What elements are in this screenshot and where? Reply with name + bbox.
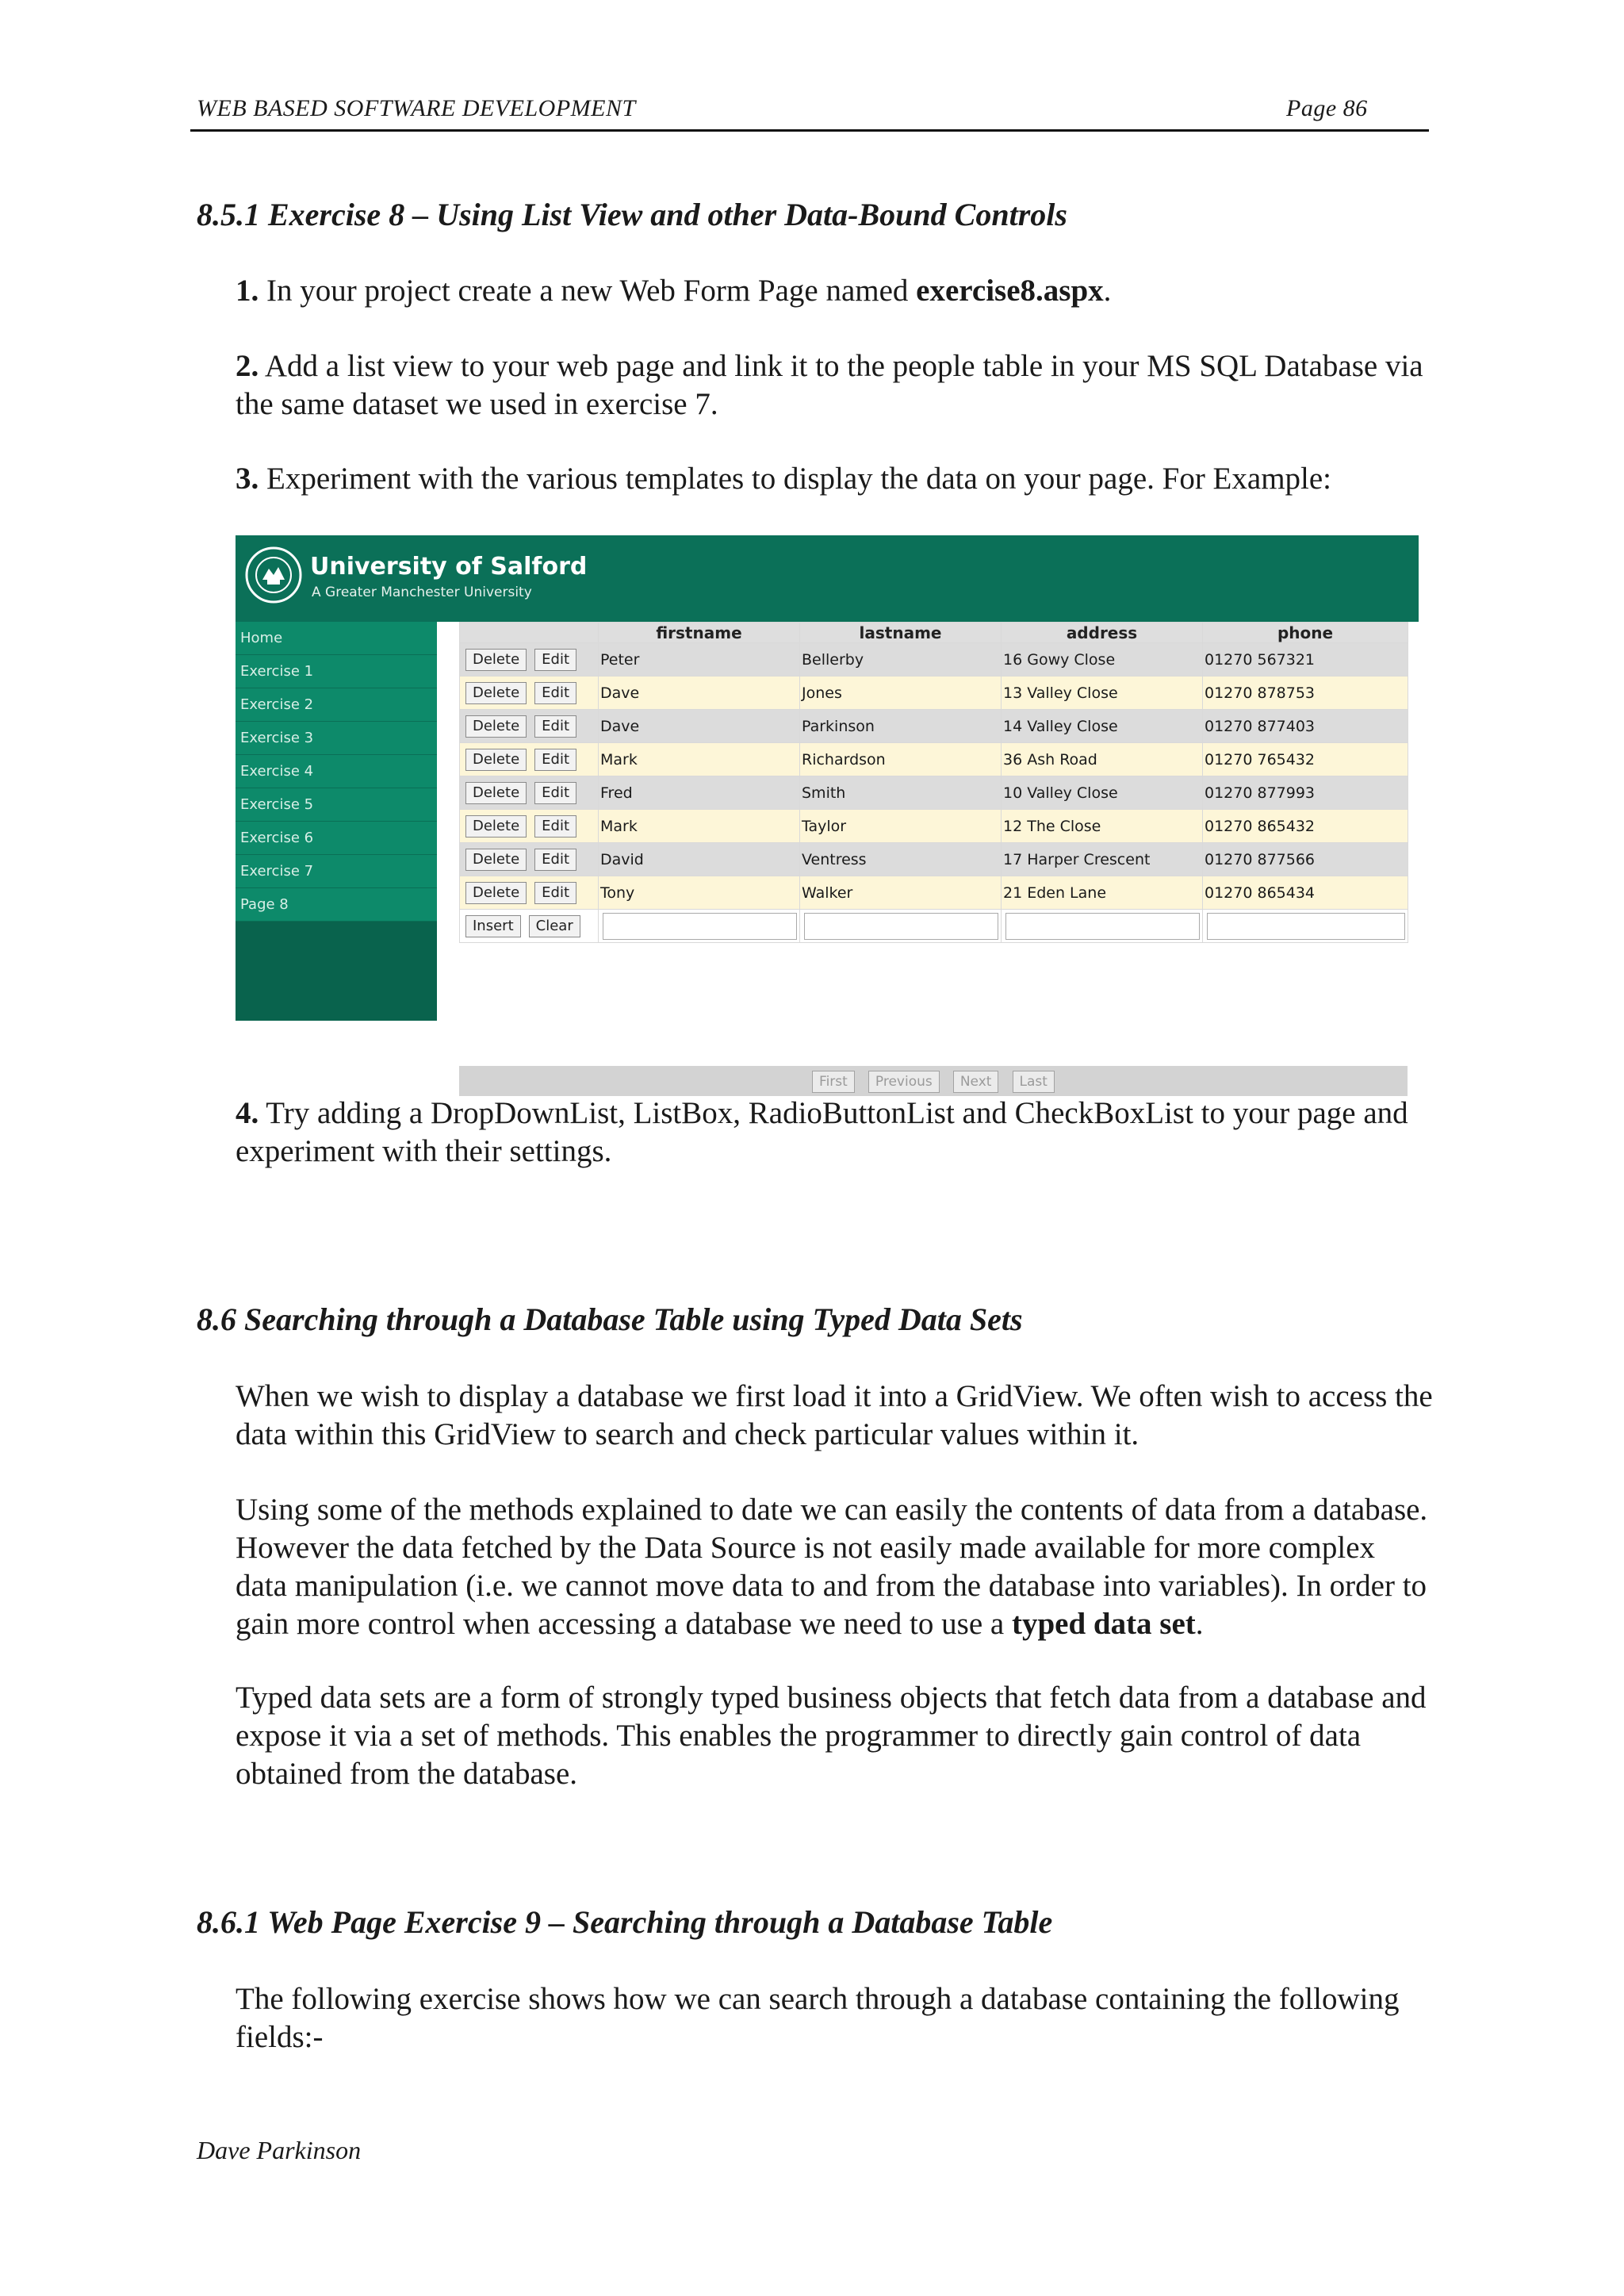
nav-exercise-3[interactable]: Exercise 3 (236, 722, 437, 755)
cell-firstname: David (599, 843, 800, 876)
cell-address: 16 Gowy Close (1002, 643, 1203, 677)
content-area (437, 622, 1419, 1090)
cell-phone: 01270 877403 (1203, 710, 1408, 743)
cell-address: 13 Valley Close (1002, 677, 1203, 710)
cell-address: 10 Valley Close (1002, 776, 1203, 810)
table-row (460, 743, 1408, 776)
edit-button[interactable]: Edit (534, 649, 576, 671)
insert-row (460, 910, 1408, 943)
sidebar (236, 622, 437, 1021)
cell-phone: 01270 877566 (1203, 843, 1408, 876)
delete-button[interactable]: Delete (465, 882, 527, 904)
table-row (460, 810, 1408, 843)
nav-exercise-1[interactable]: Exercise 1 (236, 655, 437, 688)
heading-8-6-1: 8.6.1 Web Page Exercise 9 – Searching through a Database Table (197, 1904, 1053, 1940)
delete-button[interactable]: Delete (465, 815, 527, 838)
paragraph-8-6-1: The following exercise shows how we can search through a database containing the following fields:- (236, 1982, 1400, 2054)
insert-cell-address (1002, 910, 1203, 943)
row-actions (460, 643, 599, 677)
insert-button[interactable]: Insert (465, 915, 521, 937)
edit-button[interactable]: Edit (534, 849, 576, 871)
heading-8-5-1: 8.5.1 Exercise 8 – Using List View and other Data-Bound Controls (197, 197, 1067, 232)
step-2 (236, 347, 1433, 424)
clear-button[interactable]: Clear (529, 915, 580, 937)
cell-lastname: Bellerby (800, 643, 1002, 677)
cell-firstname: Peter (599, 643, 800, 677)
step-3-number: 3. (236, 462, 259, 496)
cell-phone: 01270 877993 (1203, 776, 1408, 810)
next-button[interactable]: Next (953, 1071, 999, 1093)
paragraph-8-6-1: When we wish to display a database we first load it into a GridView. We often wish to access the data within this GridView to search and check particular values within it. (236, 1379, 1433, 1451)
cell-address: 36 Ash Road (1002, 743, 1203, 776)
cell-phone: 01270 865434 (1203, 876, 1408, 910)
listview-screenshot (236, 535, 1419, 1090)
paragraph-8-6-3: Typed data sets are a form of strongly typed business objects that fetch data from a database and expose it via a set of methods. This enables the programmer to directly gain control of data obtained from the database. (236, 1681, 1427, 1791)
phone-input[interactable] (1207, 913, 1405, 940)
heading-8-6: 8.6 Searching through a Database Table using Typed Data Sets (197, 1301, 1023, 1337)
delete-button[interactable]: Delete (465, 749, 527, 771)
delete-button[interactable]: Delete (465, 849, 527, 871)
lastname-input[interactable] (804, 913, 998, 940)
insert-cell-firstname (599, 910, 800, 943)
edit-button[interactable]: Edit (534, 749, 576, 771)
row-actions (460, 843, 599, 876)
insert-actions (460, 910, 599, 943)
insert-cell-lastname (800, 910, 1002, 943)
step-1-end: . (1103, 274, 1112, 308)
header-lastname: lastname (800, 623, 1002, 643)
paragraph-8-6-2 (236, 1491, 1433, 1643)
nav-page-8[interactable]: Page 8 (236, 888, 437, 922)
university-name: University of Salford (310, 553, 588, 581)
cell-address: 17 Harper Crescent (1002, 843, 1203, 876)
cell-address: 14 Valley Close (1002, 710, 1203, 743)
cell-lastname: Taylor (800, 810, 1002, 843)
footer-author: Dave Parkinson (197, 2136, 362, 2164)
page-number: Page 86 (1286, 95, 1368, 121)
cell-phone: 01270 765432 (1203, 743, 1408, 776)
previous-button[interactable]: Previous (868, 1071, 940, 1093)
table-row (460, 876, 1408, 910)
step-1-text: In your project create a new Web Form Page named (266, 274, 917, 308)
header-address: address (1002, 623, 1203, 643)
cell-phone: 01270 878753 (1203, 677, 1408, 710)
row-actions (460, 677, 599, 710)
header-phone: phone (1203, 623, 1408, 643)
step-4-text: Try adding a DropDownList, ListBox, RadioButtonList and CheckBoxList to your page and experiment with their settings. (236, 1096, 1408, 1168)
row-actions (460, 810, 599, 843)
table-row (460, 843, 1408, 876)
step-2-number: 2. (236, 349, 259, 383)
edit-button[interactable]: Edit (534, 782, 576, 804)
row-actions (460, 876, 599, 910)
step-1 (236, 272, 1433, 310)
nav-exercise-2[interactable]: Exercise 2 (236, 688, 437, 722)
cell-lastname: Jones (800, 677, 1002, 710)
step-4-number: 4. (236, 1096, 259, 1130)
nav-home[interactable]: Home (236, 622, 437, 655)
cell-lastname: Ventress (800, 843, 1002, 876)
cell-address: 21 Eden Lane (1002, 876, 1203, 910)
pager (459, 1066, 1408, 1096)
step-2-text: Add a list view to your web page and link it to the people table in your MS SQL Database via the same dataset we used in exercise 7. (236, 349, 1423, 421)
cell-lastname: Parkinson (800, 710, 1002, 743)
nav-exercise-7[interactable]: Exercise 7 (236, 855, 437, 888)
paragraph-8-6-2-text: Using some of the methods explained to date we can easily the contents of data from a database. However the data fetched by the Data Source is not easily made available for more complex data manipulation (i.e. we cannot move data to and from the database into variables). In order to gain more control when accessing a database we need to use a (236, 1493, 1428, 1641)
cell-firstname: Dave (599, 677, 800, 710)
last-button[interactable]: Last (1013, 1071, 1055, 1093)
listview-body (460, 643, 1408, 943)
university-crest-icon (243, 545, 304, 605)
cell-firstname: Fred (599, 776, 800, 810)
step-4 (236, 1094, 1433, 1171)
nav-exercise-6[interactable]: Exercise 6 (236, 822, 437, 855)
filename: exercise8.aspx (916, 274, 1104, 308)
cell-phone: 01270 567321 (1203, 643, 1408, 677)
table-row (460, 677, 1408, 710)
university-banner (236, 535, 1419, 622)
firstname-input[interactable] (603, 913, 797, 940)
paragraph-8-6-2-end: . (1195, 1607, 1204, 1641)
delete-button[interactable]: Delete (465, 682, 527, 704)
cell-phone: 01270 865432 (1203, 810, 1408, 843)
university-tagline: A Greater Manchester University (312, 585, 532, 600)
row-actions (460, 776, 599, 810)
row-actions (460, 743, 599, 776)
cell-lastname: Walker (800, 876, 1002, 910)
first-button[interactable]: First (812, 1071, 855, 1093)
cell-firstname: Mark (599, 743, 800, 776)
nav-exercise-4[interactable]: Exercise 4 (236, 755, 437, 788)
edit-button[interactable]: Edit (534, 682, 576, 704)
typed-data-set-term: typed data set (1011, 1607, 1196, 1641)
insert-cell-phone (1203, 910, 1408, 943)
running-header-title: WEB BASED SOFTWARE DEVELOPMENT (197, 95, 636, 121)
edit-button[interactable]: Edit (534, 882, 576, 904)
step-1-number: 1. (236, 274, 259, 308)
nav-exercise-5[interactable]: Exercise 5 (236, 788, 437, 822)
table-row (460, 710, 1408, 743)
cell-lastname: Richardson (800, 743, 1002, 776)
table-row (460, 643, 1408, 677)
step-3 (236, 460, 1433, 498)
edit-button[interactable]: Edit (534, 715, 576, 738)
cell-lastname: Smith (800, 776, 1002, 810)
delete-button[interactable]: Delete (465, 649, 527, 671)
header-firstname: firstname (599, 623, 800, 643)
cell-firstname: Tony (599, 876, 800, 910)
cell-address: 12 The Close (1002, 810, 1203, 843)
step-3-text: Experiment with the various templates to display the data on your page. For Example: (266, 462, 1332, 496)
listview-table (459, 622, 1408, 943)
delete-button[interactable]: Delete (465, 715, 527, 738)
table-row (460, 776, 1408, 810)
header-rule (190, 129, 1429, 132)
edit-button[interactable]: Edit (534, 815, 576, 838)
delete-button[interactable]: Delete (465, 782, 527, 804)
cell-firstname: Mark (599, 810, 800, 843)
address-input[interactable] (1005, 913, 1200, 940)
header-actions (460, 623, 599, 643)
row-actions (460, 710, 599, 743)
cell-firstname: Dave (599, 710, 800, 743)
